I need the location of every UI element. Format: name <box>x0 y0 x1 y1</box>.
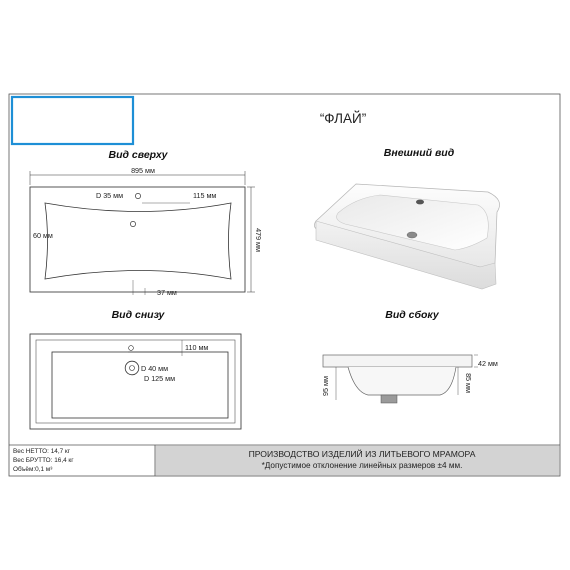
top-view-bowl <box>45 203 231 279</box>
view-title-top: Вид сверху <box>108 149 168 161</box>
bottom-view-outline <box>30 334 241 429</box>
spec-volume: Объём:0,1 м³ <box>13 466 53 473</box>
exterior-tap-hole <box>416 200 424 205</box>
dim-side-top: 42 мм <box>478 359 498 368</box>
view-title-side: Вид сбоку <box>385 309 439 321</box>
dim-bottom-d125: D 125 мм <box>144 374 176 383</box>
dim-top-hole-offset: 115 мм <box>193 191 217 200</box>
spec-gross-weight: Вес БРУТТО: 16,4 кг <box>13 457 74 464</box>
dim-top-hole: D 35 мм <box>96 191 124 200</box>
dim-bottom-d40: D 40 мм <box>141 364 169 373</box>
spec-net-weight: Вес НЕТТО: 14,7 кг <box>13 448 71 455</box>
dim-top-width: 895 мм <box>131 166 155 175</box>
dim-top-bottom-gap: 37 мм <box>157 288 177 297</box>
dim-side-right: 85 мм <box>464 373 473 393</box>
exterior-drain <box>407 232 417 238</box>
footer-title: ПРОИЗВОДСТВО ИЗДЕЛИЙ ИЗ ЛИТЬЕВОГО МРАМОРА <box>248 449 476 459</box>
side-view <box>321 355 498 403</box>
dim-bottom-offset: 110 мм <box>185 343 209 352</box>
dim-top-left-edge: 60 мм <box>33 231 53 240</box>
side-view-slab <box>323 355 472 367</box>
side-view-drain <box>381 395 397 403</box>
dim-side-left: 95 мм <box>321 376 330 396</box>
logo-box <box>12 97 133 144</box>
exterior-view <box>314 184 499 289</box>
bottom-view <box>30 334 241 429</box>
top-view <box>30 166 263 297</box>
product-name: “ФЛАЙ” <box>319 111 367 126</box>
dim-top-height: 479 мм <box>254 228 263 252</box>
view-title-bottom: Вид снизу <box>111 309 165 321</box>
footer-note: *Допустимое отклонение линейных размеров ±4 мм. <box>261 461 463 470</box>
view-title-exterior: Внешний вид <box>383 147 455 159</box>
side-view-bowl <box>348 367 456 395</box>
